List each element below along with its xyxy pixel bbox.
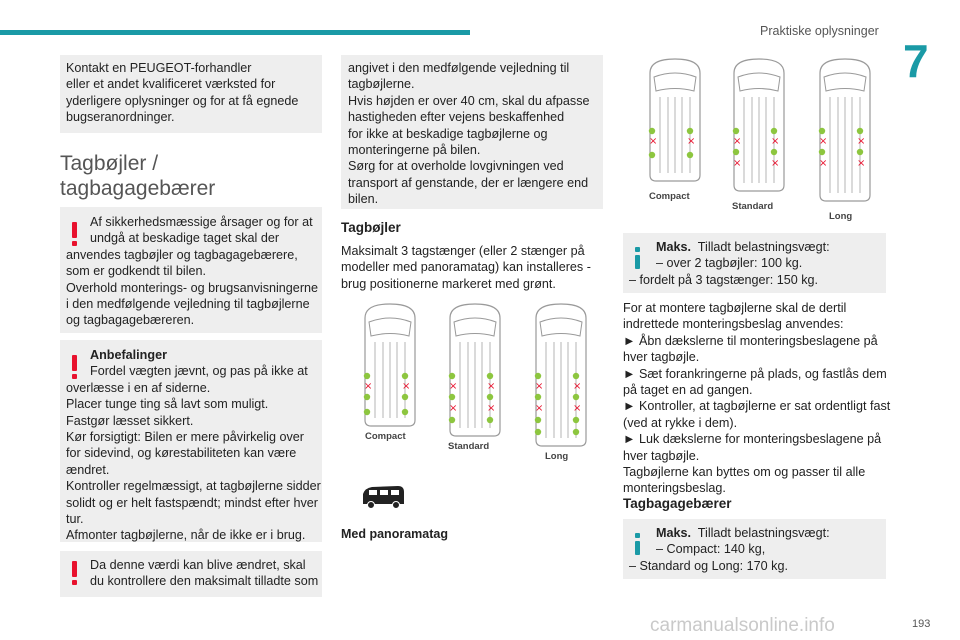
watermark: carmanualsonline.info [650, 615, 835, 636]
info-title: Maks. [656, 240, 692, 254]
section-title: Praktiske oplysninger [760, 24, 879, 38]
panorama-roof-label: Med panoramatag [341, 527, 448, 541]
info-icon [635, 247, 640, 269]
svg-text:×: × [819, 136, 828, 147]
warning-icon [72, 222, 77, 246]
van-diagram-standard-2 [724, 55, 794, 195]
svg-text:×: × [535, 381, 544, 392]
warning-icon [72, 355, 77, 379]
svg-text:×: × [771, 136, 780, 147]
svg-text:×: × [535, 403, 544, 414]
page-number: 193 [912, 618, 931, 630]
chapter-number: 7 [903, 35, 929, 87]
warning-box-continued: angivet i den medfølgende vejledning til tagbøjlerne. Hvis højden er over 40 cm, skal du afpasse hastigheden efter vejens beskaffenhed for ikke at beskadige tagbøjlerne og monteringerne på bilen. Sørg for at overholde lovgivningen ved transport af genstande, der er længere end bilen. [341, 55, 603, 209]
car-label-standard: Standard [448, 441, 490, 452]
info-box-max-load-bars: Maks. Tilladt belastningsvægt: – over 2 tagbøjler: 100 kg. – fordelt på 3 tagstænger: 150 kg. [623, 233, 886, 293]
roof-bars-heading: Tagbøjler [341, 220, 401, 235]
mounting-instructions: For at montere tagbøjlerne skal de dertil indrettede monteringsbeslag anvendes: ► Åbn dækslerne til monteringsbeslagene på hver tagbøjle. ► Sæt forankringerne på plads, og fastlås dem på taget en ad gangen. ► Kontroller, at tagbøjlerne er sat ordentligt fast (ved at rykke i dem). ► Luk dækslerne for monteringsbeslagene på hver tagbøjle. Tagbøjlerne kan byttes om og passer til alle monteringsbeslag. [623, 301, 891, 496]
svg-text:×: × [487, 403, 496, 414]
car-label-long: Long [829, 211, 853, 222]
contact-line: eller et andet kvalificeret værksted for [66, 77, 276, 92]
svg-text:×: × [857, 136, 866, 147]
info-title: Maks. [656, 526, 692, 540]
svg-text:×: × [733, 158, 742, 169]
contact-line: Kontakt en PEUGEOT-forhandler [66, 61, 252, 75]
svg-text:×: × [573, 403, 582, 414]
info-box-max-load-rack: Maks. Tilladt belastningsvægt: – Compact: 140 kg, – Standard og Long: 170 kg. [623, 519, 886, 579]
van-diagram-compact-2 [640, 55, 710, 185]
recommendations-title: Anbefalinger [90, 348, 167, 362]
car-label-compact: Compact [365, 431, 406, 442]
info-icon [635, 533, 640, 555]
car-label-standard: Standard [732, 201, 774, 212]
contact-line: yderligere oplysninger og for at få egnede [66, 93, 299, 108]
warning-box-safety: Af sikkerhedsmæssige årsager og for at undgå at beskadige taget skal der anvendes tagbøjler og tagbagagebærere, som er godkendt til bilen. Overhold monterings- og brugsanvisningerne i den medfølgende vejledning til tagbøjlerne og tagbagagebæreren. [60, 207, 322, 333]
svg-text:×: × [649, 136, 658, 147]
van-diagram-long-2 [810, 55, 880, 205]
contact-note-box [60, 55, 322, 133]
svg-text:×: × [687, 136, 696, 147]
svg-text:×: × [449, 403, 458, 414]
svg-text:×: × [487, 381, 496, 392]
warning-box-max-load: Da denne værdi kan blive ændret, skal du kontrollere den maksimalt tilladte som [60, 551, 322, 597]
van-diagram-compact-1 [355, 300, 425, 430]
van-diagram-standard-1 [440, 300, 510, 440]
header-accent-bar [0, 30, 470, 35]
svg-text:×: × [573, 381, 582, 392]
svg-text:×: × [402, 381, 411, 392]
svg-text:×: × [771, 158, 780, 169]
warning-icon [72, 561, 77, 585]
car-label-compact: Compact [649, 191, 690, 202]
svg-text:×: × [449, 381, 458, 392]
panorama-roof-van-icon [360, 482, 406, 510]
car-label-long: Long [545, 451, 569, 462]
contact-line: bugseranordninger. [66, 110, 175, 125]
svg-text:×: × [857, 158, 866, 169]
warning-box-recommendations: Anbefalinger Fordel vægten jævnt, og pas på ikke at overlæsse i en af siderne. Placer tunge ting så lavt som muligt. Fastgør læsset sikkert. Kør forsigtigt: Bilen er mere påvirkelig over for sidevind, og kørestabiliteten kan være ændret. Kontroller regelmæssigt, at tagbøjlerne sidder solidt og er helt fastspændt; mindst efter hver tur. Afmonter tagbøjlerne, når de ikke er i brug. [60, 340, 322, 542]
section-heading: Tagbøjler / tagbagagebærer [60, 152, 216, 200]
svg-text:×: × [364, 381, 373, 392]
van-diagram-long-1 [526, 300, 596, 450]
svg-text:×: × [819, 158, 828, 169]
roof-bars-text: Maksimalt 3 tagstænger (eller 2 stænger på modeller med panoramatag) kan installeres - brug positionerne markeret med grønt. [341, 244, 591, 291]
svg-text:×: × [733, 136, 742, 147]
roof-rack-heading: Tagbagagebærer [623, 496, 732, 511]
